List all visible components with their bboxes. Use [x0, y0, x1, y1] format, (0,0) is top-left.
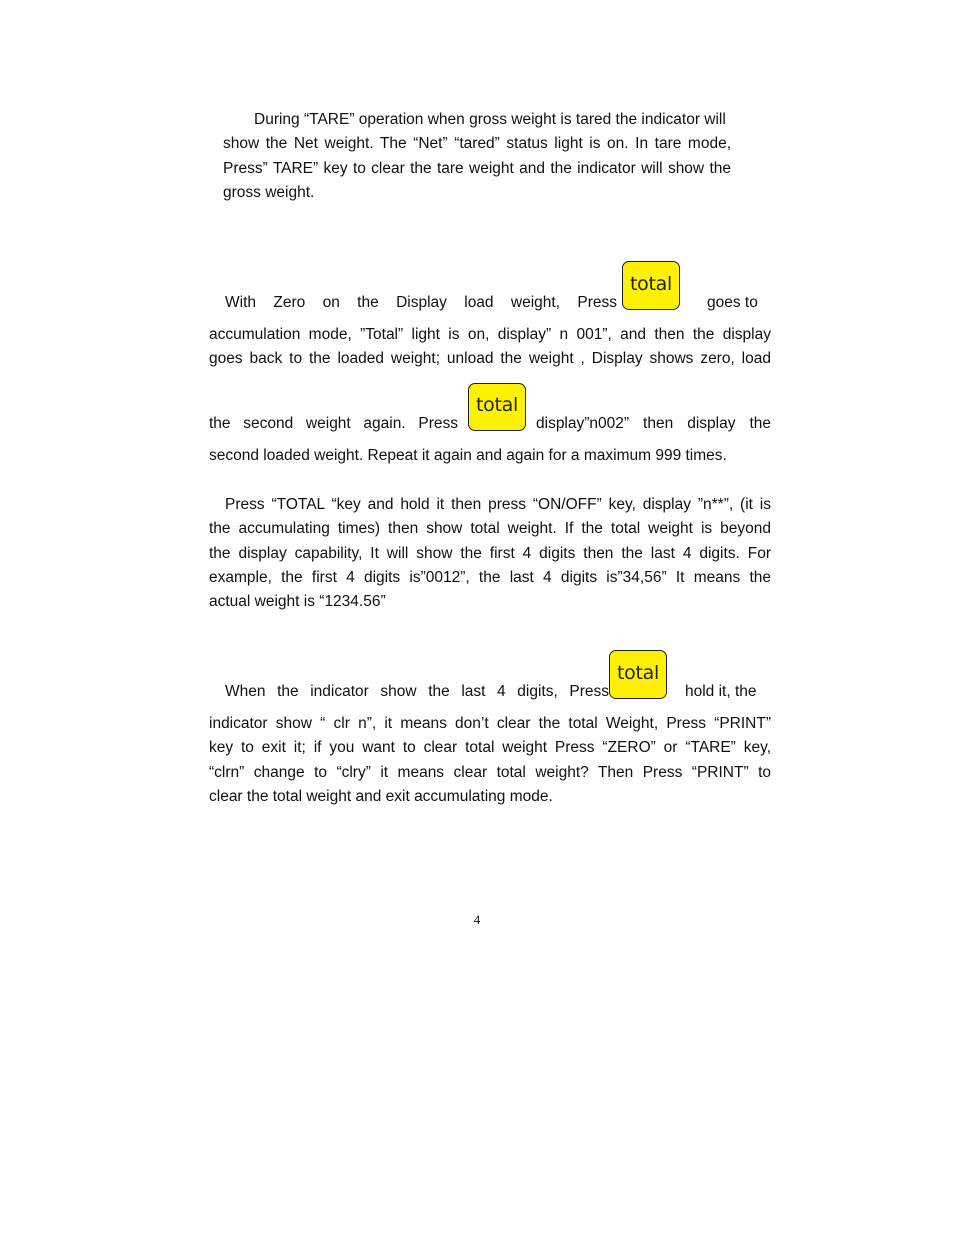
text-line: Press “TOTAL “key and hold it then press “ON/OFF” key, display ”n**”, (it is [225, 496, 771, 513]
text-line: the accumulating times) then show total weight. If the total weight is beyond [209, 520, 771, 537]
text-line: actual weight is “1234.56” [209, 593, 386, 610]
total-key-icon: total [468, 383, 526, 431]
text-line: key to exit it; if you want to clear total weight Press “ZERO” or “TARE” key, [209, 739, 771, 756]
text-line: goes to [707, 294, 758, 311]
text-line: the second weight again. Press [209, 415, 458, 432]
page-number: 4 [473, 912, 481, 927]
text-line: When the indicator show the last 4 digits, Press [225, 683, 609, 700]
text-line: gross weight. [223, 184, 315, 201]
total-key-icon: total [622, 261, 680, 310]
text-line: display”n002” then display the [536, 415, 771, 432]
text-line: show the Net weight. The “Net” “tared” status light is on. In tare mode, [223, 135, 731, 152]
total-key-icon: total [609, 650, 667, 699]
text-line: During “TARE” operation when gross weight is tared the indicator will [254, 111, 726, 128]
text-line: Press” TARE” key to clear the tare weight and the indicator will show the [223, 160, 731, 177]
text-line: indicator show “ clr n”, it means don’t clear the total Weight, Press “PRINT” [209, 715, 771, 732]
text-line: example, the first 4 digits is”0012”, the last 4 digits is”34,56” It means the [209, 569, 771, 586]
text-line: clear the total weight and exit accumulating mode. [209, 788, 553, 805]
text-line: the display capability, It will show the first 4 digits then the last 4 digits. For [209, 545, 771, 562]
text-line: “clrn” change to “clry” it means clear total weight? Then Press “PRINT” to [209, 764, 771, 781]
text-line: hold it, the [685, 683, 757, 700]
text-line: With Zero on the Display load weight, Press [225, 294, 617, 311]
text-line: second loaded weight. Repeat it again and again for a maximum 999 times. [209, 447, 727, 464]
text-line: goes back to the loaded weight; unload the weight , Display shows zero, load [209, 350, 771, 367]
text-line: accumulation mode, ”Total” light is on, display” n 001”, and then the display [209, 326, 771, 343]
